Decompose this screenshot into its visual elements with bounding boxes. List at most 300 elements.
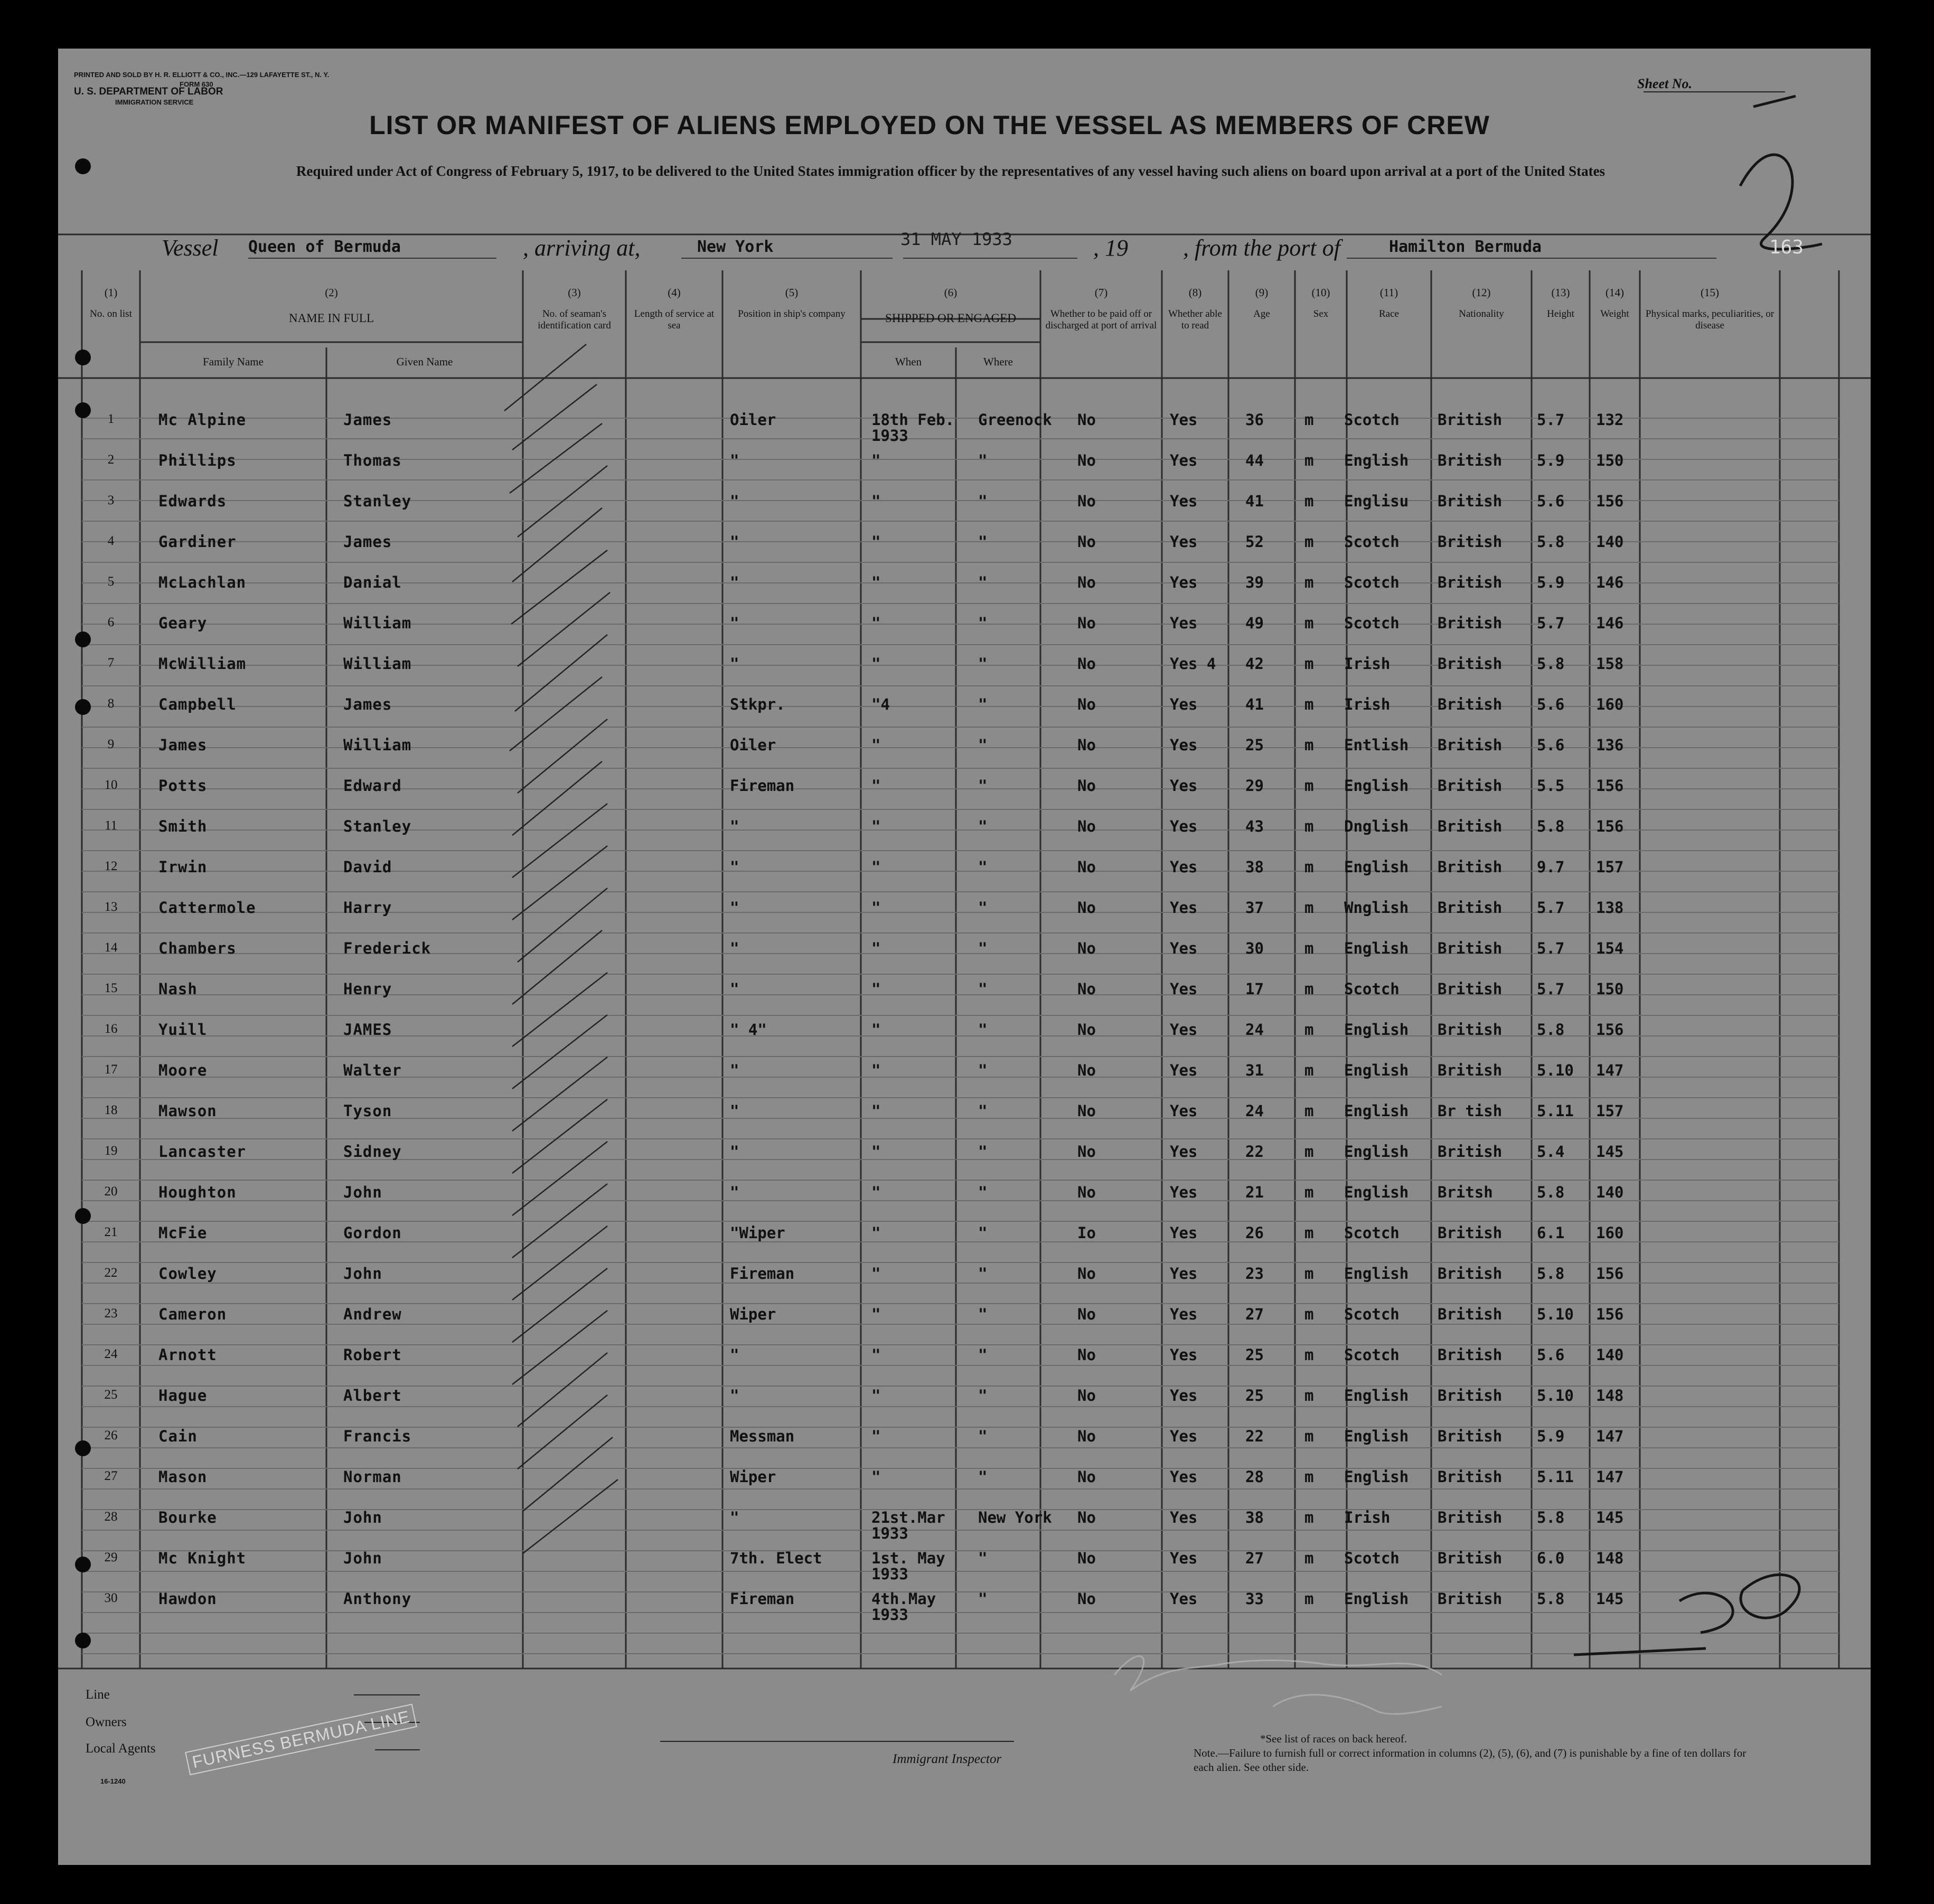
cell-weight: 140 bbox=[1596, 533, 1624, 551]
cell-given: William bbox=[343, 614, 412, 632]
cell-family: McWilliam bbox=[158, 655, 247, 673]
inspector-signature bbox=[1114, 1656, 1442, 1714]
cell-race: Scotch bbox=[1344, 1549, 1400, 1567]
cell-height: 5.9 bbox=[1537, 1427, 1565, 1445]
cell-family: Cain bbox=[158, 1427, 198, 1445]
cell-nationality: British bbox=[1438, 573, 1503, 591]
cell-race: Scotch bbox=[1344, 533, 1400, 551]
cell-age: 41 bbox=[1245, 695, 1264, 713]
cell-weight: 150 bbox=[1596, 451, 1624, 469]
punch-hole bbox=[75, 350, 91, 365]
cell-paid: No bbox=[1077, 777, 1096, 795]
cell-nationality: Britsh bbox=[1438, 1183, 1493, 1201]
cell-nationality: British bbox=[1438, 1427, 1503, 1445]
cell-race: Scotch bbox=[1344, 573, 1400, 591]
cell-race: English bbox=[1344, 1183, 1409, 1201]
cell-where: " bbox=[978, 1143, 988, 1161]
cell-weight: 157 bbox=[1596, 858, 1624, 876]
cell-given: Andrew bbox=[343, 1305, 402, 1323]
cell-paid: No bbox=[1077, 573, 1096, 591]
cell-read: Yes bbox=[1170, 1143, 1198, 1161]
cell-sex: m bbox=[1304, 1549, 1314, 1567]
cell-race: Scotch bbox=[1344, 614, 1400, 632]
manifest-subtitle: Required under Act of Congress of February 5, 1917, to be delivered to the United States immigration officer by the representatives of any vessel having such aliens on board upon arrival at a port of the United States bbox=[296, 163, 1606, 179]
cell-family: Cattermole bbox=[158, 899, 256, 917]
cell-sex: m bbox=[1304, 736, 1314, 754]
service: IMMIGRATION SERVICE bbox=[115, 98, 194, 106]
cell-position: Oiler bbox=[730, 736, 776, 754]
cell-age: 38 bbox=[1245, 858, 1264, 876]
cell-height: 5.7 bbox=[1537, 899, 1565, 917]
cell-sex: m bbox=[1304, 817, 1314, 835]
cell-read: Yes bbox=[1170, 899, 1198, 917]
cell-nationality: British bbox=[1438, 1509, 1503, 1526]
column-number: (1) bbox=[104, 286, 118, 299]
column-header: Sex bbox=[1313, 308, 1329, 319]
cell-age: 37 bbox=[1245, 899, 1264, 917]
cell-sex: m bbox=[1304, 1224, 1314, 1242]
row-number: 7 bbox=[107, 656, 115, 670]
page-stamp-number: 163 bbox=[1769, 237, 1804, 258]
cell-paid: No bbox=[1077, 451, 1096, 469]
column-header: Age bbox=[1253, 308, 1270, 319]
row-number: 9 bbox=[107, 737, 115, 751]
cell-race: Scotch bbox=[1344, 1346, 1400, 1364]
cell-family: Edwards bbox=[158, 492, 227, 510]
cell-weight: 148 bbox=[1596, 1387, 1624, 1405]
column-header: Position in ship's company bbox=[738, 308, 846, 319]
cell-where: " bbox=[978, 1427, 988, 1445]
column-header: Whether to be paid off or discharged at port of arrival bbox=[1045, 308, 1157, 331]
cell-weight: 136 bbox=[1596, 736, 1624, 754]
cell-given: Norman bbox=[343, 1468, 402, 1486]
cell-when: " bbox=[871, 980, 881, 998]
cell-weight: 138 bbox=[1596, 899, 1624, 917]
cell-sex: m bbox=[1304, 1590, 1314, 1608]
cell-weight: 132 bbox=[1596, 411, 1624, 429]
cell-weight: 145 bbox=[1596, 1143, 1624, 1161]
cell-weight: 160 bbox=[1596, 1224, 1624, 1242]
cell-position: Oiler bbox=[730, 411, 776, 429]
cell-paid: No bbox=[1077, 1143, 1096, 1161]
cell-nationality: British bbox=[1438, 533, 1503, 551]
cell-sex: m bbox=[1304, 1427, 1314, 1445]
form-number: FORM 630 bbox=[180, 80, 213, 88]
cell-given: Robert bbox=[343, 1346, 402, 1364]
cell-when: " bbox=[871, 1102, 881, 1120]
cell-family: Nash bbox=[158, 980, 198, 998]
cell-race: English bbox=[1344, 1143, 1409, 1161]
row-number: 2 bbox=[107, 453, 115, 467]
cell-race: English bbox=[1344, 1590, 1409, 1608]
cell-given: James bbox=[343, 411, 392, 429]
cell-where: " bbox=[978, 492, 988, 510]
cell-position: " bbox=[730, 1387, 739, 1405]
row-number: 27 bbox=[104, 1469, 118, 1483]
punch-hole bbox=[75, 1557, 91, 1572]
cell-height: 5.8 bbox=[1537, 1509, 1565, 1526]
cell-given: Tyson bbox=[343, 1102, 392, 1120]
cell-given: James bbox=[343, 695, 392, 713]
cell-when: " bbox=[871, 817, 881, 835]
cell-family: Geary bbox=[158, 614, 208, 632]
cell-age: 24 bbox=[1245, 1021, 1264, 1039]
punch-hole bbox=[75, 631, 91, 647]
punch-hole bbox=[75, 402, 91, 418]
cell-read: Yes bbox=[1170, 1305, 1198, 1323]
cell-read: Yes bbox=[1170, 777, 1198, 795]
cell-family: McFie bbox=[158, 1224, 208, 1242]
line-label: Line bbox=[86, 1688, 110, 1702]
cell-age: 28 bbox=[1245, 1468, 1264, 1486]
cell-position: " bbox=[730, 1143, 739, 1161]
cell-where: " bbox=[978, 939, 988, 957]
note-fine: Note.—Failure to furnish full or correct information in columns (2), (5), (6), and (7) is punishable by a fine of ten dollars for each alien. See other side. bbox=[1194, 1747, 1747, 1774]
cell-where: New York bbox=[978, 1509, 1052, 1526]
cell-read: Yes bbox=[1170, 1590, 1198, 1608]
cell-when: " bbox=[871, 1468, 881, 1486]
cell-sex: m bbox=[1304, 1102, 1314, 1120]
cell-given: John bbox=[343, 1183, 382, 1201]
vessel-label: Vessel bbox=[162, 235, 219, 261]
cell-when: " bbox=[871, 655, 881, 673]
cell-read: Yes bbox=[1170, 1346, 1198, 1364]
cell-when: " bbox=[871, 736, 881, 754]
column-number: (11) bbox=[1379, 286, 1398, 299]
cell-nationality: British bbox=[1438, 1387, 1503, 1405]
cell-weight: 150 bbox=[1596, 980, 1624, 998]
cell-when-year: 1933 bbox=[871, 1524, 908, 1542]
cell-family: Hague bbox=[158, 1387, 208, 1405]
cell-read: Yes bbox=[1170, 411, 1198, 429]
cell-sex: m bbox=[1304, 695, 1314, 713]
column-number: (14) bbox=[1606, 286, 1624, 299]
cell-when: " bbox=[871, 1183, 881, 1201]
cell-age: 25 bbox=[1245, 1387, 1264, 1405]
cell-family: Bourke bbox=[158, 1509, 217, 1526]
cell-where: " bbox=[978, 1346, 988, 1364]
cell-where: " bbox=[978, 1102, 988, 1120]
cell-sex: m bbox=[1304, 1387, 1314, 1405]
cell-nationality: British bbox=[1438, 1021, 1503, 1039]
cell-nationality: British bbox=[1438, 980, 1503, 998]
row-number: 24 bbox=[104, 1347, 118, 1361]
cell-when: " bbox=[871, 939, 881, 957]
furness-bermuda-line-stamp: FURNESS BERMUDA LINE bbox=[185, 1704, 417, 1776]
cell-paid: No bbox=[1077, 736, 1096, 754]
cell-sex: m bbox=[1304, 899, 1314, 917]
cell-height: 5.8 bbox=[1537, 533, 1565, 551]
cell-height: 6.1 bbox=[1537, 1224, 1565, 1242]
cell-height: 5.8 bbox=[1537, 655, 1565, 673]
cell-sex: m bbox=[1304, 1021, 1314, 1039]
cell-sex: m bbox=[1304, 1305, 1314, 1323]
cell-read: Yes bbox=[1170, 614, 1198, 632]
cell-where: " bbox=[978, 1590, 988, 1608]
cell-given: Gordon bbox=[343, 1224, 402, 1242]
from-port-label: , from the port of bbox=[1183, 235, 1340, 261]
cell-read: Yes bbox=[1170, 451, 1198, 469]
cell-nationality: British bbox=[1438, 1265, 1503, 1283]
cell-where: " bbox=[978, 1021, 988, 1039]
cell-given: Stanley bbox=[343, 817, 412, 835]
cell-weight: 160 bbox=[1596, 695, 1624, 713]
cell-height: 5.7 bbox=[1537, 411, 1565, 429]
row-number: 16 bbox=[104, 1022, 118, 1036]
cell-paid: No bbox=[1077, 533, 1096, 551]
cell-where: " bbox=[978, 1468, 988, 1486]
cell-where: " bbox=[978, 817, 988, 835]
cell-age: 25 bbox=[1245, 1346, 1264, 1364]
cell-given: Henry bbox=[343, 980, 392, 998]
cell-where: " bbox=[978, 451, 988, 469]
cell-paid: No bbox=[1077, 1590, 1096, 1608]
cell-nationality: British bbox=[1438, 1468, 1503, 1486]
cell-given: Edward bbox=[343, 777, 402, 795]
column-number: (5) bbox=[785, 286, 799, 299]
cell-when: " bbox=[871, 1346, 881, 1364]
cell-race: Dnglish bbox=[1344, 817, 1409, 835]
cell-height: 5.8 bbox=[1537, 1183, 1565, 1201]
cell-sex: m bbox=[1304, 1061, 1314, 1079]
cell-position: " bbox=[730, 817, 739, 835]
cell-nationality: British bbox=[1438, 817, 1503, 835]
subheader-where: Where bbox=[983, 355, 1013, 368]
cell-where: " bbox=[978, 614, 988, 632]
cell-height: 6.0 bbox=[1537, 1549, 1565, 1567]
cell-nationality: British bbox=[1438, 1061, 1503, 1079]
footer-notes bbox=[1194, 1732, 1753, 1775]
cell-position: " bbox=[730, 655, 739, 673]
cell-read: Yes bbox=[1170, 817, 1198, 835]
row-number: 22 bbox=[104, 1266, 118, 1280]
cell-position: Fireman bbox=[730, 777, 795, 795]
cell-when: 4th.May bbox=[871, 1590, 936, 1608]
cell-age: 25 bbox=[1245, 736, 1264, 754]
cell-paid: No bbox=[1077, 411, 1096, 429]
cell-race: Scotch bbox=[1344, 1305, 1400, 1323]
cell-given: Albert bbox=[343, 1387, 402, 1405]
cell-where: " bbox=[978, 1061, 988, 1079]
cell-paid: No bbox=[1077, 1021, 1096, 1039]
cell-age: 44 bbox=[1245, 451, 1264, 469]
cell-family: Arnott bbox=[158, 1346, 217, 1364]
cell-age: 41 bbox=[1245, 492, 1264, 510]
cell-weight: 147 bbox=[1596, 1427, 1624, 1445]
cell-family: Mason bbox=[158, 1468, 208, 1486]
cell-when: " bbox=[871, 1265, 881, 1283]
cell-race: Englisu bbox=[1344, 492, 1409, 510]
cell-where: " bbox=[978, 736, 988, 754]
cell-age: 24 bbox=[1245, 1102, 1264, 1120]
subheader-given: Given Name bbox=[396, 355, 453, 368]
cell-read: Yes bbox=[1170, 1509, 1198, 1526]
cell-family: Hawdon bbox=[158, 1590, 217, 1608]
cell-race: English bbox=[1344, 1427, 1409, 1445]
cell-sex: m bbox=[1304, 1468, 1314, 1486]
cell-when: " bbox=[871, 899, 881, 917]
cell-family: Mawson bbox=[158, 1102, 217, 1120]
column-number: (3) bbox=[568, 286, 581, 299]
cell-race: English bbox=[1344, 1468, 1409, 1486]
subheader-when: When bbox=[895, 355, 922, 368]
row-number: 4 bbox=[107, 534, 115, 548]
cell-race: Irish bbox=[1344, 695, 1391, 713]
column-number: (9) bbox=[1255, 286, 1269, 299]
row-number: 1 bbox=[107, 412, 115, 426]
cell-race: English bbox=[1344, 858, 1409, 876]
cell-where: Greenock bbox=[978, 411, 1052, 429]
cell-age: 27 bbox=[1245, 1305, 1264, 1323]
cell-paid: No bbox=[1077, 1427, 1096, 1445]
cell-where: " bbox=[978, 1387, 988, 1405]
cell-weight: 156 bbox=[1596, 1021, 1624, 1039]
cell-family: Cameron bbox=[158, 1305, 227, 1323]
cell-height: 5.8 bbox=[1537, 1021, 1565, 1039]
row-number: 28 bbox=[104, 1510, 118, 1524]
cell-height: 5.10 bbox=[1537, 1387, 1574, 1405]
cell-family: Campbell bbox=[158, 695, 237, 713]
cell-position: Wiper bbox=[730, 1468, 776, 1486]
cell-paid: No bbox=[1077, 695, 1096, 713]
column-number: (4) bbox=[668, 286, 681, 299]
cell-paid: No bbox=[1077, 1509, 1096, 1526]
cell-family: Houghton bbox=[158, 1183, 237, 1201]
cell-read: Yes bbox=[1170, 1468, 1198, 1486]
cell-paid: No bbox=[1077, 858, 1096, 876]
row-number: 25 bbox=[104, 1388, 118, 1402]
cell-where: " bbox=[978, 858, 988, 876]
cell-when: " bbox=[871, 533, 881, 551]
cell-when: " bbox=[871, 1061, 881, 1079]
cell-position: " bbox=[730, 1061, 739, 1079]
cell-when: " bbox=[871, 1427, 881, 1445]
cell-nationality: British bbox=[1438, 736, 1503, 754]
column-number: (7) bbox=[1094, 286, 1108, 299]
cell-weight: 140 bbox=[1596, 1346, 1624, 1364]
cell-paid: No bbox=[1077, 492, 1096, 510]
cell-nationality: British bbox=[1438, 858, 1503, 876]
cell-sex: m bbox=[1304, 655, 1314, 673]
cell-age: 22 bbox=[1245, 1427, 1264, 1445]
cell-race: Wnglish bbox=[1344, 899, 1409, 917]
cell-sex: m bbox=[1304, 451, 1314, 469]
sheet-no-label: Sheet No. bbox=[1637, 76, 1692, 91]
row-number: 5 bbox=[107, 574, 115, 589]
cell-when: " bbox=[871, 492, 881, 510]
cell-when: " bbox=[871, 858, 881, 876]
cell-nationality: British bbox=[1438, 411, 1503, 429]
cell-nationality: British bbox=[1438, 1590, 1503, 1608]
year-prefix: , 19 bbox=[1093, 235, 1128, 261]
cell-given: John bbox=[343, 1509, 382, 1526]
cell-family: Mc Alpine bbox=[158, 411, 247, 429]
cell-weight: 146 bbox=[1596, 573, 1624, 591]
cell-when-year: 1933 bbox=[871, 427, 908, 445]
cell-age: 33 bbox=[1245, 1590, 1264, 1608]
form-code: 16-1240 bbox=[100, 1777, 126, 1785]
column-header: Race bbox=[1379, 308, 1399, 319]
cell-age: 42 bbox=[1245, 655, 1264, 673]
cell-height: 5.11 bbox=[1537, 1102, 1574, 1120]
cell-where: " bbox=[978, 1224, 988, 1242]
cell-race: English bbox=[1344, 1061, 1409, 1079]
cell-race: Scotch bbox=[1344, 1224, 1400, 1242]
column-number: (2) bbox=[325, 286, 338, 299]
cell-family: Cowley bbox=[158, 1265, 217, 1283]
cell-position: Fireman bbox=[730, 1590, 795, 1608]
cell-where: " bbox=[978, 573, 988, 591]
cell-read: Yes bbox=[1170, 1021, 1198, 1039]
row-number: 14 bbox=[104, 940, 118, 955]
arrival-date-stamp: 31 MAY 1933 bbox=[900, 229, 1012, 249]
cell-family: Phillips bbox=[158, 451, 237, 469]
cell-position: " bbox=[730, 980, 739, 998]
department: U. S. DEPARTMENT OF LABOR bbox=[74, 86, 223, 97]
cell-height: 5.7 bbox=[1537, 614, 1565, 632]
cell-read: Yes bbox=[1170, 939, 1198, 957]
column-header: Weight bbox=[1600, 308, 1629, 319]
cell-height: 5.8 bbox=[1537, 1590, 1565, 1608]
subheader-family: Family Name bbox=[203, 355, 264, 368]
cell-height: 5.8 bbox=[1537, 817, 1565, 835]
cell-sex: m bbox=[1304, 777, 1314, 795]
column-header: Height bbox=[1547, 308, 1574, 319]
cell-given: Walter bbox=[343, 1061, 402, 1079]
cell-height: 5.6 bbox=[1537, 1346, 1565, 1364]
owners-label: Owners bbox=[86, 1715, 127, 1729]
cell-age: 27 bbox=[1245, 1549, 1264, 1567]
cell-read: Yes bbox=[1170, 1265, 1198, 1283]
cell-where: " bbox=[978, 777, 988, 795]
cell-read: Yes bbox=[1170, 736, 1198, 754]
cell-race: Scotch bbox=[1344, 980, 1400, 998]
column-header: No. on list bbox=[90, 308, 132, 319]
printer-line: PRINTED AND SOLD BY H. R. ELLIOTT & CO., INC.—129 LAFAYETTE ST., N. Y. bbox=[74, 71, 330, 79]
cell-nationality: British bbox=[1438, 614, 1503, 632]
cell-nationality: British bbox=[1438, 1346, 1503, 1364]
cell-given: David bbox=[343, 858, 392, 876]
cell-paid: No bbox=[1077, 939, 1096, 957]
cell-position: " bbox=[730, 939, 739, 957]
cell-race: Irish bbox=[1344, 655, 1391, 673]
row-number: 17 bbox=[104, 1062, 118, 1077]
cell-weight: 158 bbox=[1596, 655, 1624, 673]
note-races: *See list of races on back hereof. bbox=[1260, 1732, 1407, 1745]
cell-height: 5.7 bbox=[1537, 939, 1565, 957]
cell-nationality: British bbox=[1438, 492, 1503, 510]
cell-race: English bbox=[1344, 1102, 1409, 1120]
manifest-title: LIST OR MANIFEST OF ALIENS EMPLOYED ON THE VESSEL AS MEMBERS OF CREW bbox=[369, 110, 1490, 140]
cell-position: " bbox=[730, 1102, 739, 1120]
cell-given: William bbox=[343, 655, 412, 673]
cell-paid: No bbox=[1077, 655, 1096, 673]
cell-nationality: British bbox=[1438, 939, 1503, 957]
cell-given: Stanley bbox=[343, 492, 412, 510]
cell-position: " bbox=[730, 492, 739, 510]
row-number: 10 bbox=[104, 778, 118, 792]
cell-race: Entlish bbox=[1344, 736, 1409, 754]
column-header: NAME IN FULL bbox=[289, 312, 374, 325]
local-agents-label: Local Agents bbox=[86, 1741, 156, 1756]
cell-age: 21 bbox=[1245, 1183, 1264, 1201]
cell-position: " 4" bbox=[730, 1021, 767, 1039]
cell-race: English bbox=[1344, 777, 1409, 795]
cell-given: Danial bbox=[343, 573, 402, 591]
cell-paid: No bbox=[1077, 817, 1096, 835]
cell-weight: 156 bbox=[1596, 1265, 1624, 1283]
cell-position: Fireman bbox=[730, 1265, 795, 1283]
